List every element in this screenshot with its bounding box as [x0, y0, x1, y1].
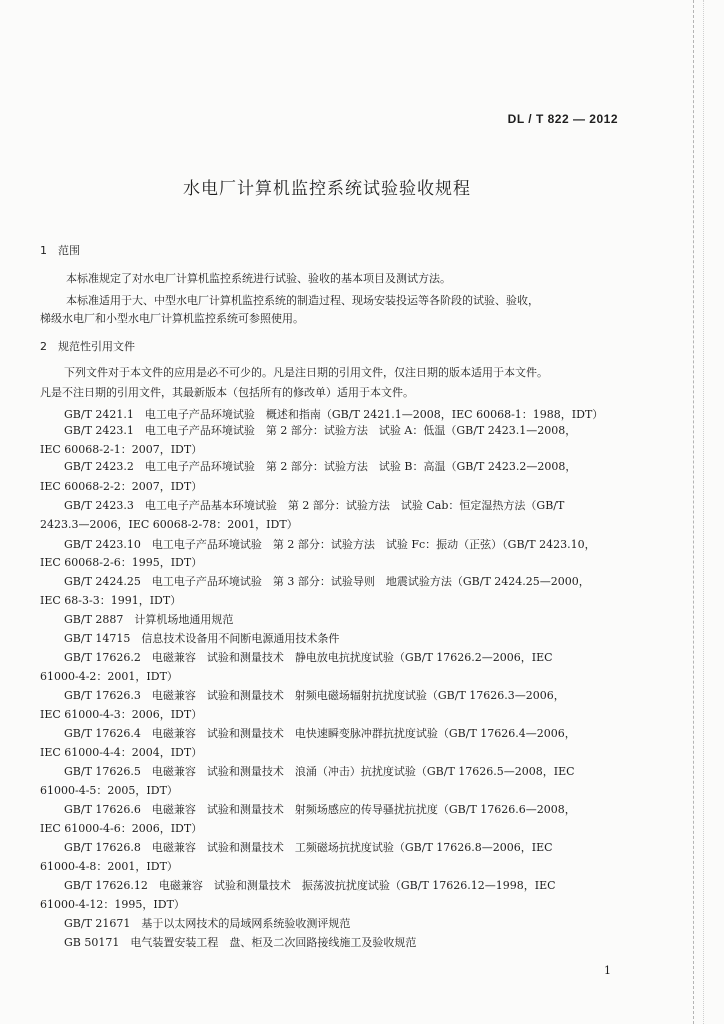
- reference-line-cont: IEC 60068-2-1：2007，IDT）: [40, 443, 203, 456]
- section-1-paragraph-1: 本标准规定了对水电厂计算机监控系统进行试验、验收的基本项目及测试方法。: [66, 272, 451, 285]
- reference-line-cont: IEC 68-3-3：1991，IDT）: [40, 594, 182, 607]
- reference-line: GB/T 2423.3 电工电子产品基本环境试验 第 2 部分：试验方法 试验 Cab：恒定湿热方法（GB/T: [64, 499, 565, 512]
- reference-line: GB/T 17626.6 电磁兼容 试验和测量技术 射频场感应的传导骚扰抗扰度（GB/T 17626.6—2008，: [64, 803, 576, 816]
- document-title: 水电厂计算机监控系统试验验收规程: [183, 179, 471, 199]
- reference-line: GB/T 2424.25 电工电子产品环境试验 第 3 部分：试验导则 地震试验方法（GB/T 2424.25—2000，: [64, 575, 590, 588]
- reference-line-cont: IEC 61000-4-3：2006，IDT）: [40, 708, 203, 721]
- reference-line: GB/T 14715 信息技术设备用不间断电源通用技术条件: [64, 632, 340, 645]
- reference-line: GB/T 17626.4 电磁兼容 试验和测量技术 电快速瞬变脉冲群抗扰度试验（GB/T 17626.4—2006，: [64, 727, 576, 740]
- section-2-intro-cont: 凡是不注日期的引用文件，其最新版本（包括所有的修改单）适用于本文件。: [40, 386, 414, 399]
- reference-line-cont: 2423.3—2006，IEC 60068-2-78：2001，IDT）: [40, 518, 298, 531]
- reference-line: GB/T 2423.1 电工电子产品环境试验 第 2 部分：试验方法 试验 A：低温（GB/T 2423.1—2008，: [64, 424, 577, 437]
- section-1-paragraph-2-cont: 梯级水电厂和小型水电厂计算机监控系统可参照使用。: [40, 312, 304, 325]
- section-1-heading: 1 范围: [40, 244, 80, 257]
- reference-line: GB/T 17626.8 电磁兼容 试验和测量技术 工频磁场抗扰度试验（GB/T 17626.8—2006，IEC: [64, 841, 553, 854]
- standard-number: DL / T 822 — 2012: [507, 112, 618, 126]
- reference-line-cont: 61000-4-12：1995，IDT）: [40, 898, 185, 911]
- reference-line-cont: IEC 61000-4-6：2006，IDT）: [40, 822, 203, 835]
- reference-line: GB/T 2423.10 电工电子产品环境试验 第 2 部分：试验方法 试验 Fc：振动（正弦）（GB/T 2423.10，: [64, 538, 596, 551]
- reference-line-cont: IEC 60068-2-6：1995，IDT）: [40, 556, 203, 569]
- reference-line-cont: 61000-4-5：2005，IDT）: [40, 784, 178, 797]
- page-edge-line-outer: [703, 0, 704, 1024]
- section-1-paragraph-2: 本标准适用于大、中型水电厂计算机监控系统的制造过程、现场安装投运等各阶段的试验、验收，: [66, 294, 539, 307]
- reference-line: GB/T 2423.2 电工电子产品环境试验 第 2 部分：试验方法 试验 B：高温（GB/T 2423.2—2008，: [64, 460, 577, 473]
- reference-line: GB/T 17626.5 电磁兼容 试验和测量技术 浪涌（冲击）抗扰度试验（GB/T 17626.5—2008，IEC: [64, 765, 575, 778]
- reference-line-cont: IEC 60068-2-2：2007，IDT）: [40, 480, 203, 493]
- reference-line: GB/T 17626.3 电磁兼容 试验和测量技术 射频电磁场辐射抗扰度试验（GB/T 17626.3—2006，: [64, 689, 565, 702]
- page-edge-line: [693, 0, 694, 1024]
- section-2-heading: 2 规范性引用文件: [40, 340, 135, 353]
- section-2-intro: 下列文件对于本文件的应用是必不可少的。凡是注日期的引用文件，仅注日期的版本适用于本文件。: [64, 366, 548, 379]
- reference-line-cont: 61000-4-2：2001，IDT）: [40, 670, 178, 683]
- reference-line: GB/T 2887 计算机场地通用规范: [64, 613, 234, 626]
- reference-line-cont: 61000-4-8：2001，IDT）: [40, 860, 178, 873]
- reference-line: GB 50171 电气装置安装工程 盘、柜及二次回路接线施工及验收规范: [64, 936, 417, 949]
- page-number: 1: [604, 964, 611, 977]
- reference-line-cont: IEC 61000-4-4：2004，IDT）: [40, 746, 203, 759]
- reference-line: GB/T 17626.2 电磁兼容 试验和测量技术 静电放电抗扰度试验（GB/T 17626.2—2006，IEC: [64, 651, 553, 664]
- reference-line: GB/T 21671 基于以太网技术的局域网系统验收测评规范: [64, 917, 351, 930]
- reference-line: GB/T 17626.12 电磁兼容 试验和测量技术 振荡波抗扰度试验（GB/T 17626.12—1998，IEC: [64, 879, 556, 892]
- reference-line: GB/T 2421.1 电工电子产品环境试验 概述和指南（GB/T 2421.1—2008，IEC 60068-1：1988，IDT）: [64, 408, 604, 421]
